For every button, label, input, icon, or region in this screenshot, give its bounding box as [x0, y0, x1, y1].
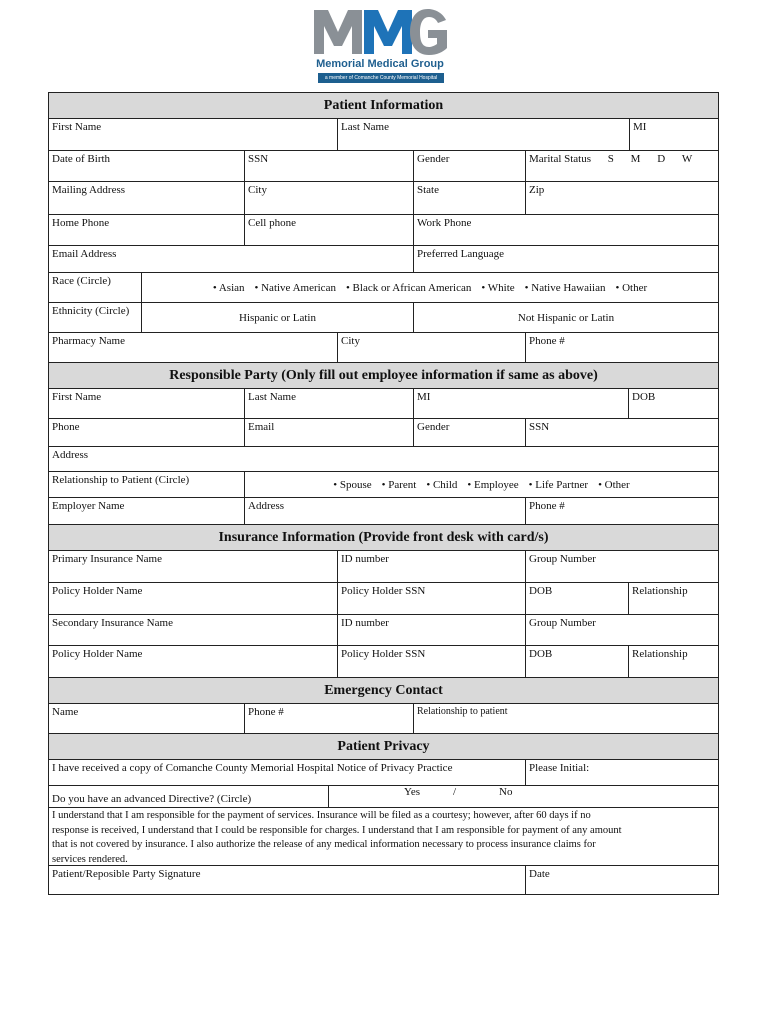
emergency-name-field[interactable]: Name: [49, 704, 245, 733]
logo: [300, 6, 460, 92]
preferred-language-field[interactable]: Preferred Language: [417, 248, 505, 260]
ssn-field[interactable]: SSN: [245, 151, 414, 181]
ethnicity-label: Ethnicity (Circle): [49, 303, 142, 332]
primary-relationship-field[interactable]: Relationship: [632, 585, 688, 597]
signature-field[interactable]: Patient/Reposible Party Signature: [49, 866, 526, 894]
dob-field[interactable]: Date of Birth: [49, 151, 245, 181]
secondary-insurance-name-field[interactable]: Secondary Insurance Name: [49, 615, 338, 645]
secondary-holder-ssn-field[interactable]: Policy Holder SSN: [338, 646, 526, 677]
mmg-logo-icon: [300, 6, 460, 60]
pharmacy-city-field[interactable]: City: [338, 333, 526, 362]
marital-option-w[interactable]: W: [681, 153, 693, 165]
emergency-phone-field[interactable]: Phone #: [245, 704, 414, 733]
rp-first-name-field[interactable]: First Name: [49, 389, 245, 418]
logo-name: Memorial Medical Group: [316, 58, 444, 70]
ethnicity-option-hispanic[interactable]: Hispanic or Latin: [142, 303, 414, 332]
rp-relationship-options: [245, 472, 718, 497]
secondary-id-field[interactable]: ID number: [338, 615, 526, 645]
rp-last-name-field[interactable]: Last Name: [245, 389, 414, 418]
mailing-address-field[interactable]: Mailing Address: [49, 182, 245, 214]
directive-options: [329, 786, 718, 807]
rp-employer-address-field[interactable]: Address: [245, 498, 526, 524]
relationship-option-life-partner[interactable]: • Life Partner: [528, 478, 589, 491]
marital-option-d[interactable]: D: [657, 153, 666, 165]
race-option-asian[interactable]: • Asian: [212, 281, 245, 294]
race-option-other[interactable]: • Other: [615, 281, 648, 294]
pharmacy-phone-field[interactable]: Phone #: [529, 335, 565, 347]
rp-mi-field[interactable]: MI: [414, 389, 629, 418]
logo-tagline: a member of Comanche County Memorial Hospital: [318, 73, 444, 83]
rp-email-field[interactable]: Email: [245, 419, 414, 446]
primary-dob-field[interactable]: DOB: [526, 583, 629, 614]
race-option-white[interactable]: • White: [481, 281, 515, 294]
pharmacy-name-field[interactable]: Pharmacy Name: [49, 333, 338, 362]
city-field[interactable]: City: [245, 182, 414, 214]
directive-slash: /: [453, 786, 457, 798]
email-field[interactable]: Email Address: [49, 246, 414, 272]
payment-responsibility-statement: I understand that I am responsible for the payment of services. Insurance will be filed as a courtesy; however, after 60 days if no response is received, I understand that I could be responsible for charges. I understand that I am responsible for payment of any amount that is not covered by insurance. I also authorize the release of any medical information necessary to process insurance claims for services rendered.: [52, 810, 622, 865]
rp-dob-field[interactable]: DOB: [632, 391, 656, 403]
secondary-holder-name-field[interactable]: Policy Holder Name: [49, 646, 338, 677]
section-title-insurance: Insurance Information (Provide front desk with card/s): [49, 525, 718, 551]
state-field[interactable]: State: [414, 182, 526, 214]
mi-field[interactable]: MI: [633, 121, 647, 133]
rp-phone-field[interactable]: Phone: [49, 419, 245, 446]
privacy-notice-text: I have received a copy of Comanche County Memorial Hospital Notice of Privacy Practice: [49, 760, 526, 785]
section-title-patient-privacy: Patient Privacy: [49, 734, 718, 760]
primary-holder-ssn-field[interactable]: Policy Holder SSN: [338, 583, 526, 614]
race-option-native-american[interactable]: • Native American: [254, 281, 336, 294]
race-option-black[interactable]: • Black or African American: [345, 281, 472, 294]
relationship-option-spouse[interactable]: • Spouse: [333, 478, 372, 491]
last-name-field[interactable]: Last Name: [338, 119, 630, 150]
date-field[interactable]: Date: [529, 868, 550, 880]
patient-form: [48, 92, 719, 895]
relationship-option-other[interactable]: • Other: [598, 478, 630, 491]
section-title-emergency-contact: Emergency Contact: [49, 678, 718, 704]
gender-field[interactable]: Gender: [414, 151, 526, 181]
race-option-native-hawaiian[interactable]: • Native Hawaiian: [524, 281, 606, 294]
emergency-relationship-field[interactable]: Relationship to patient: [417, 706, 508, 717]
first-name-field[interactable]: First Name: [49, 119, 338, 150]
ethnicity-option-not-hispanic[interactable]: Not Hispanic or Latin: [517, 311, 615, 324]
rp-relationship-label: Relationship to Patient (Circle): [49, 472, 245, 497]
relationship-option-child[interactable]: • Child: [426, 478, 458, 491]
section-title-responsible-party: Responsible Party (Only fill out employee information if same as above): [49, 363, 718, 389]
rp-ssn-field[interactable]: SSN: [529, 421, 550, 433]
marital-status-label: Marital Status: [529, 153, 592, 165]
rp-address-field[interactable]: Address: [52, 449, 89, 461]
primary-id-field[interactable]: ID number: [338, 551, 526, 582]
directive-no[interactable]: No: [499, 786, 513, 798]
secondary-dob-field[interactable]: DOB: [526, 646, 629, 677]
race-label: Race (Circle): [49, 273, 142, 302]
marital-option-s[interactable]: S: [607, 153, 614, 165]
section-title-patient-information: Patient Information: [49, 93, 718, 119]
primary-group-field[interactable]: Group Number: [529, 553, 596, 565]
directive-yes[interactable]: Yes: [404, 786, 421, 798]
work-phone-field[interactable]: Work Phone: [417, 217, 472, 229]
cell-phone-field[interactable]: Cell phone: [245, 215, 414, 245]
marital-status-field[interactable]: [526, 151, 718, 181]
secondary-relationship-field[interactable]: Relationship: [632, 648, 688, 660]
relationship-option-employee[interactable]: • Employee: [467, 478, 519, 491]
marital-option-m[interactable]: M: [630, 153, 641, 165]
zip-field[interactable]: Zip: [529, 184, 545, 196]
rp-gender-field[interactable]: Gender: [414, 419, 526, 446]
primary-holder-name-field[interactable]: Policy Holder Name: [49, 583, 338, 614]
rp-employer-name-field[interactable]: Employer Name: [49, 498, 245, 524]
rp-employer-phone-field[interactable]: Phone #: [529, 500, 565, 512]
relationship-option-parent[interactable]: • Parent: [381, 478, 417, 491]
primary-insurance-name-field[interactable]: Primary Insurance Name: [49, 551, 338, 582]
privacy-initial-field[interactable]: Please Initial:: [529, 762, 590, 774]
directive-question: Do you have an advanced Directive? (Circle): [49, 786, 329, 807]
secondary-group-field[interactable]: Group Number: [529, 617, 596, 629]
home-phone-field[interactable]: Home Phone: [49, 215, 245, 245]
race-options: [142, 273, 718, 302]
